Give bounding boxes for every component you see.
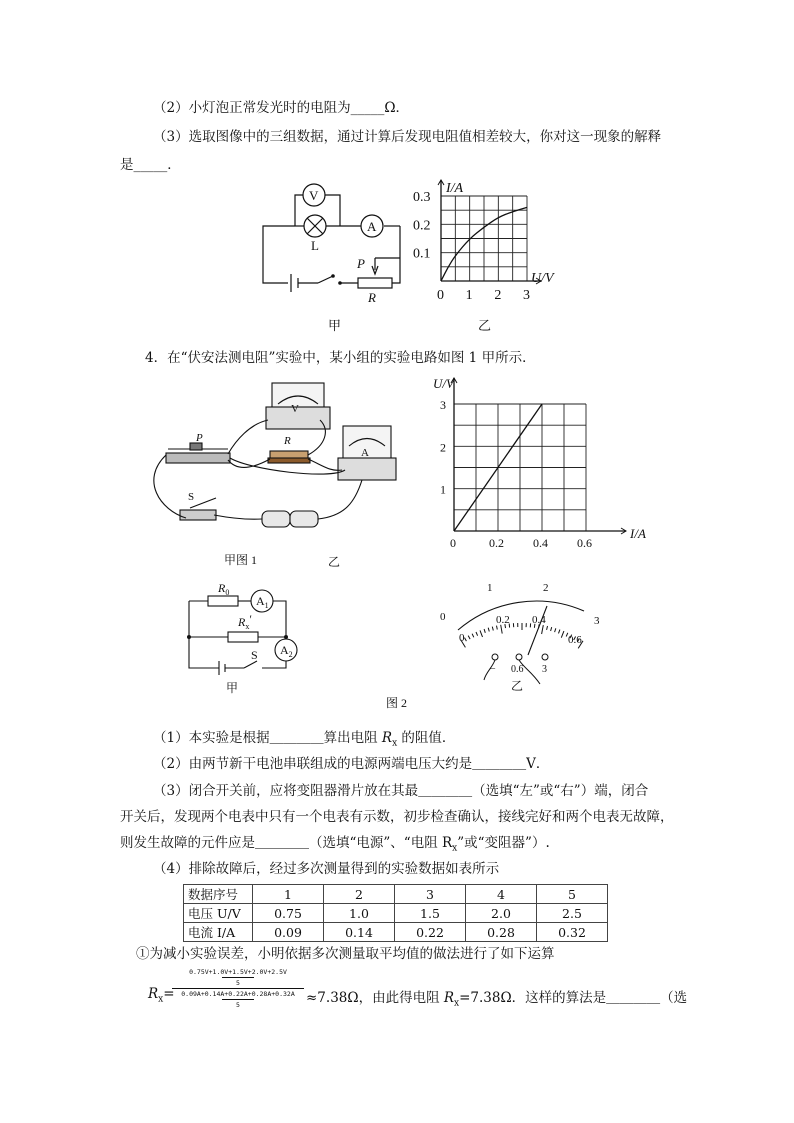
calc-result: ≈7.38Ω，由此得电阻 $R_x=7.38\Omega$．这样的算法是＿＿＿＿（选: [306, 990, 688, 1009]
table-cell: 1.0: [324, 904, 395, 923]
dial-tick: [488, 628, 489, 632]
q4-fig2-switch-label: S: [251, 648, 258, 662]
table-row: [184, 923, 608, 942]
table-cell: 电压 U/V: [184, 904, 253, 923]
table-row: [184, 885, 608, 904]
table-cell: 数据序号: [184, 885, 253, 904]
q4-fig1-slider-label: P: [196, 432, 203, 444]
dial-tick: [559, 630, 560, 634]
q3-voltmeter-label: V: [309, 188, 319, 203]
y-tick-label: 0.1: [413, 246, 431, 262]
dial-tick: [484, 629, 485, 633]
q3-rheostat-label: R: [368, 290, 376, 305]
table-cell: 2.0: [466, 904, 537, 923]
table-cell: 0.75: [253, 904, 324, 923]
x-tick-label: 2: [494, 288, 502, 303]
dial-tick: [542, 625, 544, 634]
table-cell: 电流 I/A: [184, 923, 253, 942]
q4-fig2-title: 图 2: [386, 696, 408, 710]
x-tick-label: 0.2: [489, 536, 504, 550]
y-tick-label: 2: [440, 440, 446, 455]
q4-sub1: （1）本实验是根据＿＿＿＿算出电阻 $R_x$ 的阻值．: [153, 730, 456, 749]
q4-sub5: ①为减小实验误差，小明依据多次测量取平均值的做法进行了如下运算: [136, 946, 555, 962]
q3-caption-left: 甲: [328, 318, 342, 333]
chart-ylabel: I/A: [446, 181, 464, 196]
y-tick-label: 0.3: [413, 190, 431, 205]
dial-tick: [465, 638, 467, 642]
meter-outer-tick: 0: [440, 611, 446, 623]
q4-fig2-a2-label: $A_2$: [280, 643, 293, 659]
meter-outer-tick: 1: [487, 582, 493, 594]
q3-lamp-label: L: [311, 238, 319, 253]
meter-inner-tick: 0.6: [568, 634, 582, 646]
meter-terminal-label: 0.6: [511, 664, 524, 675]
q4-fig1-caption-right: 乙: [328, 555, 341, 569]
meter-inner-tick: 0.2: [496, 614, 510, 626]
x-tick-label: 0: [437, 288, 444, 303]
x-tick-label: 0: [450, 536, 456, 550]
q4-sub4: （4）排除故障后，经过多次测量得到的实验数据如表所示: [153, 861, 500, 877]
q3-part3-line2: 是_____．: [120, 157, 181, 173]
q4-fig2-caption-right: 乙: [511, 679, 524, 693]
table-cell: 2: [324, 885, 395, 904]
dial-tick: [551, 627, 552, 631]
q4-sub3-line1: （3）闭合开关前，应将变阻器滑片放在其最＿＿＿＿（选填“左”或“右”）端，闭合: [153, 783, 649, 799]
dial-tick: [555, 628, 556, 632]
calc-rx: $R_x=$: [148, 986, 175, 1005]
x-tick-label: 1: [465, 288, 473, 303]
q4-sub3-line2: 开关后，发现两个电表中只有一个电表有示数，初步检查确认，接线完好和两个电表无故障，: [120, 809, 674, 825]
calc-fraction: [172, 968, 304, 1009]
y-tick-label: 3: [440, 398, 446, 412]
dial-tick: [492, 627, 493, 631]
q3-slider-label: P: [357, 256, 365, 271]
chart-ylabel: U/V: [433, 376, 454, 391]
q3-ammeter-label: A: [367, 219, 377, 234]
calc-num-top: 0.75V+1.0V+1.5V+2.0V+2.5V: [189, 968, 287, 976]
q4-sub2: （2）由两节新干电池串联组成的电源两端电压大约是＿＿＿＿V．: [153, 756, 550, 772]
q4-fig2-rx-label: $R_x'$: [238, 612, 252, 631]
q4-intro: 4．在“伏安法测电阻”实验中，某小组的实验电路如图 1 甲所示．: [145, 350, 536, 366]
dial-tick: [547, 626, 548, 630]
meter-terminal-label: −: [490, 664, 496, 675]
q4-fig1-voltmeter-label: V: [291, 403, 299, 415]
dial-tick: [480, 630, 483, 637]
table-cell: 1: [253, 885, 324, 904]
q4-sub3-line3: 则发生故障的元件应是＿＿＿＿（选填“电源”、“电阻 $R_x$”或“变阻器”）.: [120, 835, 550, 854]
table-cell: 1.5: [395, 904, 466, 923]
table-cell: 3: [395, 885, 466, 904]
dial-tick: [472, 634, 474, 638]
table-cell: 0.14: [324, 923, 395, 942]
dial-tick: [497, 626, 498, 630]
q4-fig1-switch-label: S: [188, 491, 195, 503]
table-row: [184, 904, 608, 923]
table-cell: 0.22: [395, 923, 466, 942]
q3-part3-line1: （3）选取图像中的三组数据，通过计算后发现电阻值相差较大，你对这一现象的解释: [153, 129, 662, 145]
x-tick-label: 0.4: [533, 536, 548, 550]
meter-outer-tick: 2: [543, 582, 549, 594]
dial-tick: [476, 632, 478, 636]
q4-fig2-r0-label: $R_0$: [218, 581, 230, 597]
meter-outer-tick: 3: [594, 615, 600, 627]
y-tick-label: 0.2: [413, 218, 431, 234]
meter-inner-tick: 0: [459, 632, 465, 644]
table-cell: 0.32: [537, 923, 608, 942]
q3-caption-right: 乙: [478, 318, 492, 333]
table-cell: 0.09: [253, 923, 324, 942]
table-cell: 4: [466, 885, 537, 904]
dial-tick: [561, 631, 564, 638]
x-tick-label: 0.6: [577, 536, 592, 550]
table-cell: 2.5: [537, 904, 608, 923]
q4-fig1-ammeter-label: A: [361, 447, 369, 459]
dial-tick: [468, 636, 470, 640]
calc-den-top: 0.09A+0.14A+0.22A+0.28A+0.32A: [181, 990, 295, 998]
y-tick-label: 1: [440, 482, 446, 497]
chart-xlabel: I/A: [630, 526, 646, 541]
q4-fig1-caption-left: 甲图 1: [224, 553, 258, 567]
q4-fig2-a1-label: $A_1$: [256, 594, 269, 610]
chart-xlabel: U/V: [531, 271, 554, 286]
table-cell: 5: [537, 885, 608, 904]
table-cell: 0.28: [466, 923, 537, 942]
dial-tick: [501, 625, 503, 634]
meter-inner-tick: 0.4: [532, 614, 546, 626]
data-table: [183, 884, 608, 942]
q4-fig2-caption-left: 甲: [226, 681, 239, 695]
x-tick-label: 3: [523, 288, 530, 303]
meter-terminal-label: 3: [542, 664, 547, 675]
calc-num-den: 5: [236, 979, 240, 987]
q4-fig1-resistor-label: R: [284, 435, 291, 447]
q3-part2: （2）小灯泡正常发光时的电阻为_____Ω．: [153, 100, 410, 116]
calc-den-den: 5: [236, 1001, 240, 1009]
